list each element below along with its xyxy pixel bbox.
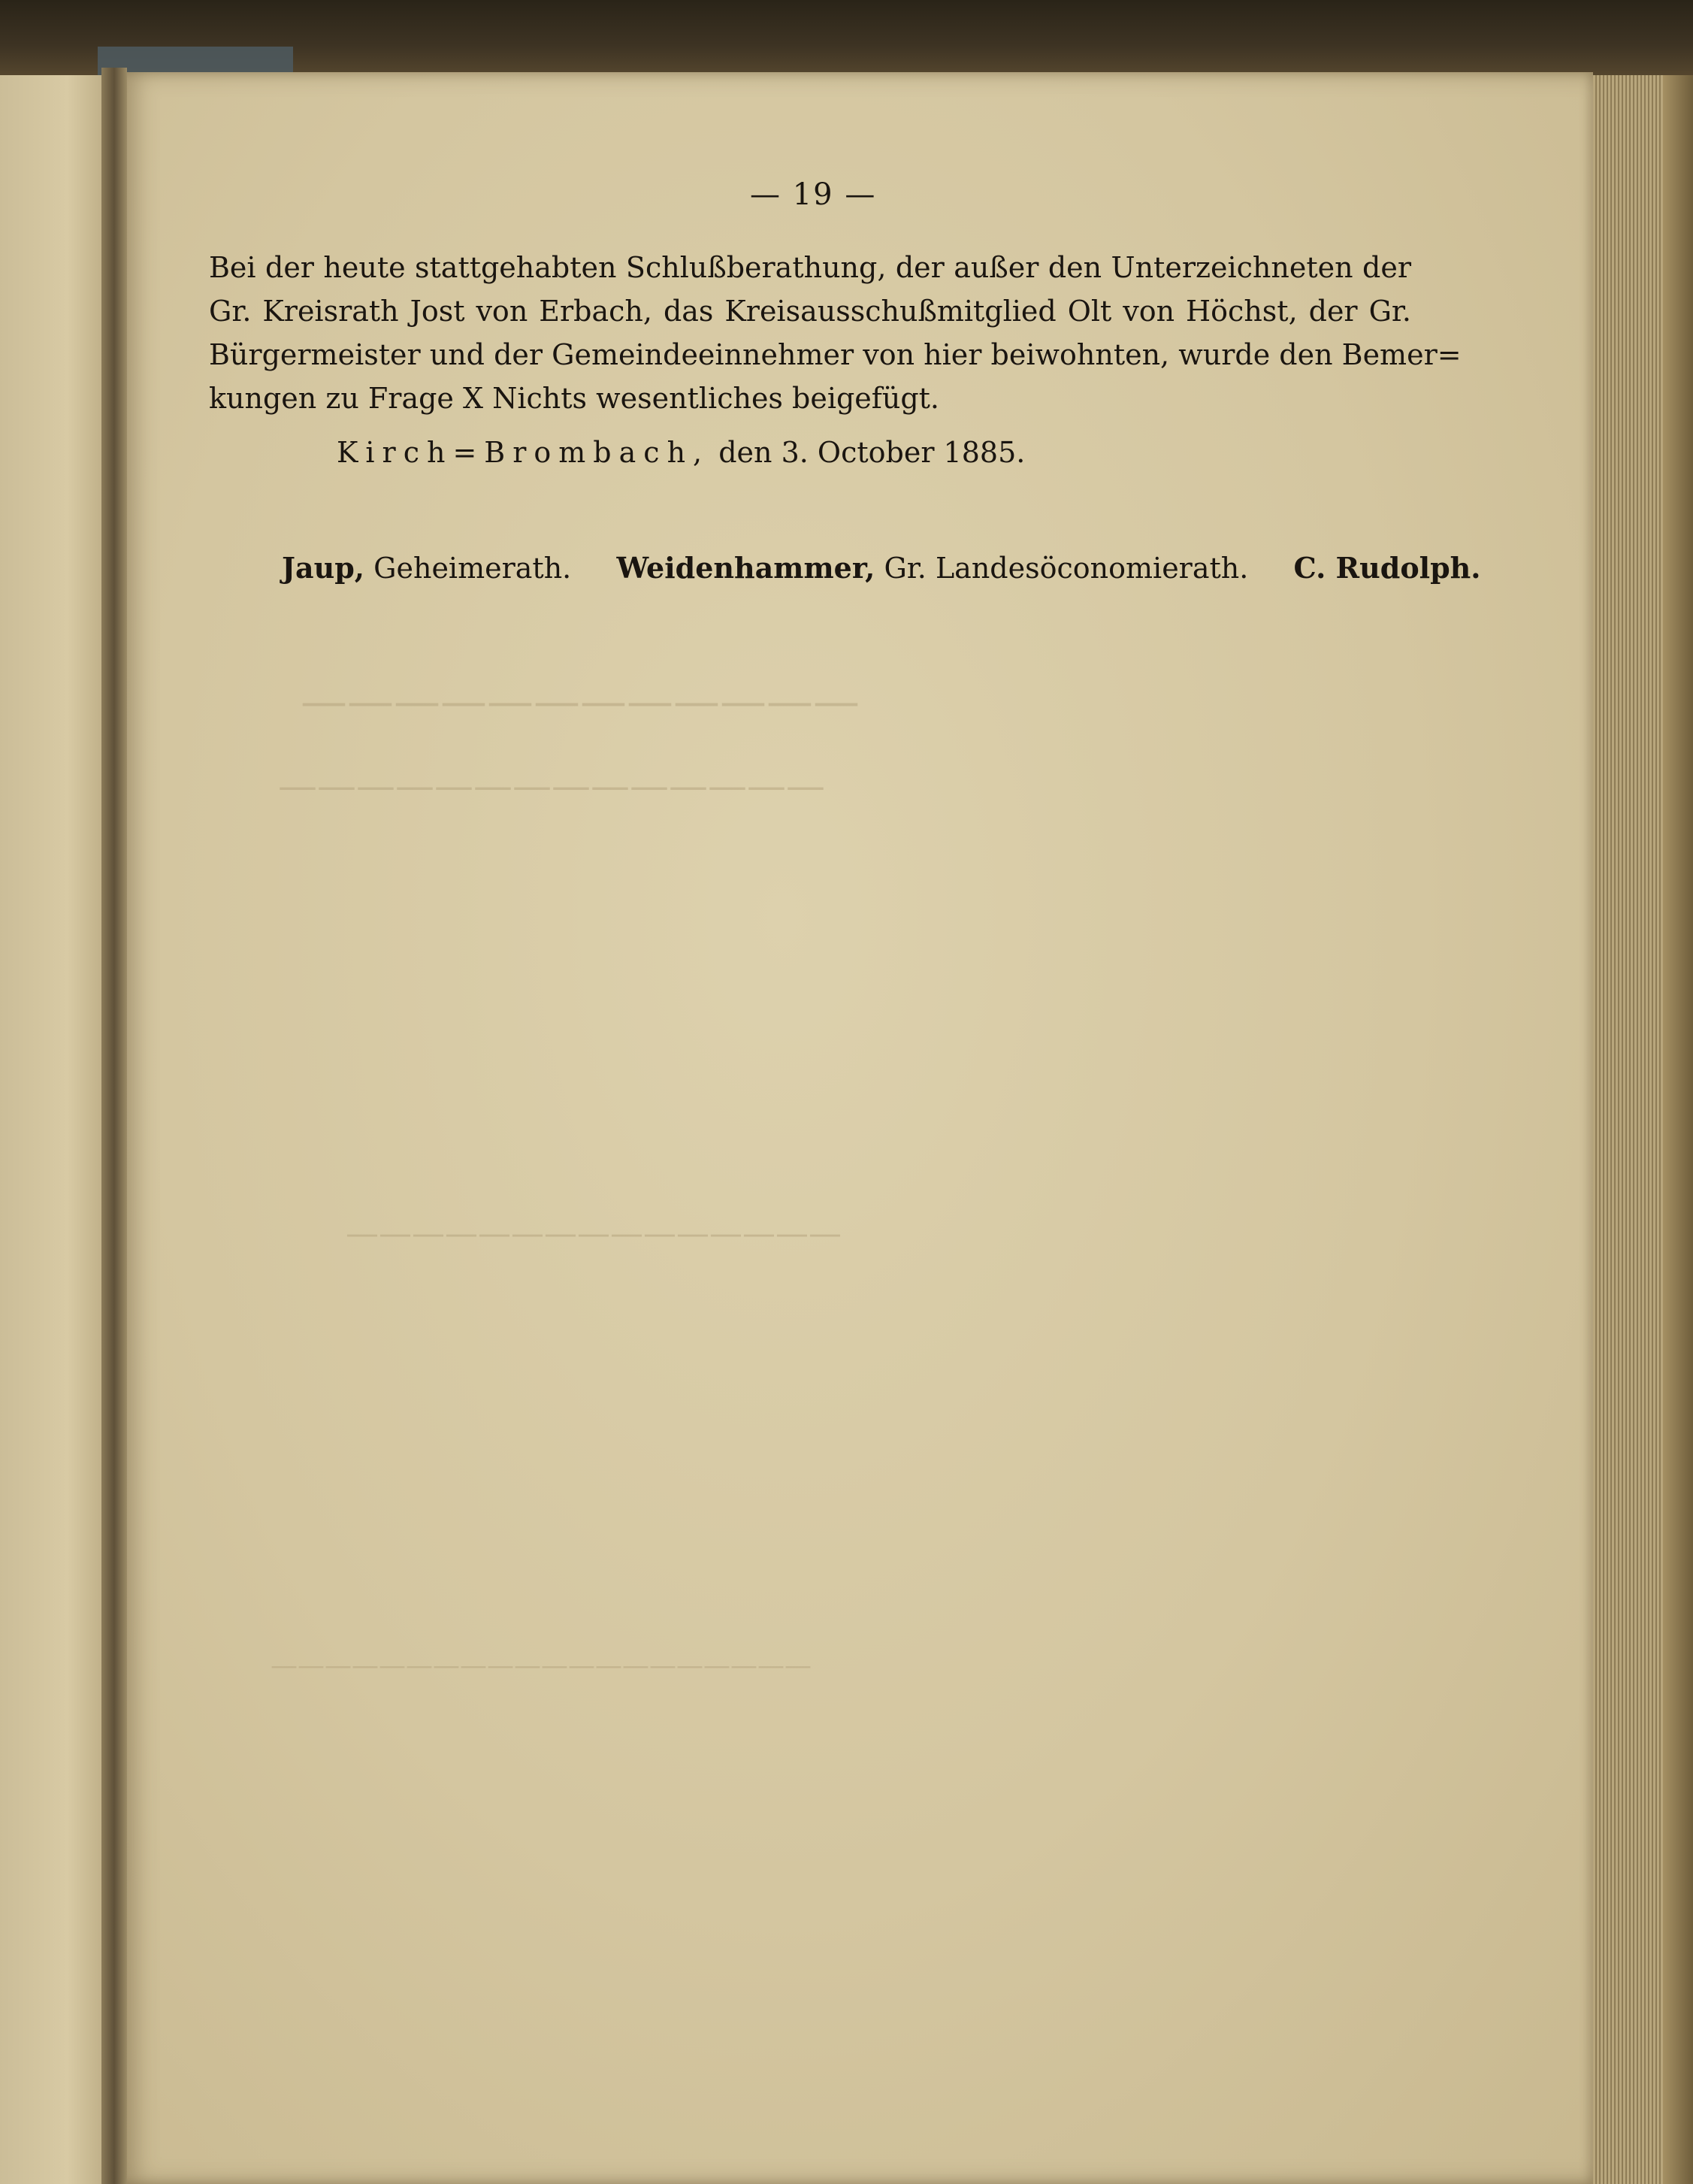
place-name: Kirch=Brombach,	[337, 436, 710, 469]
show-through-block: ———————————————	[346, 1215, 842, 1253]
signature-name: Jaup,	[282, 551, 365, 585]
date: den 3. October 1885.	[718, 436, 1026, 469]
show-through-heading: ————————————	[301, 673, 860, 728]
signature-title: Gr. Landesöconomierath.	[884, 552, 1249, 585]
paragraph-line: kungen zu Frage X Nichts wesentliches beigefügt.	[209, 382, 940, 415]
page-stack-edge	[1578, 75, 1693, 2184]
show-through-heading-2: ——————————————	[278, 764, 825, 809]
signature-line	[282, 551, 1481, 585]
show-through-table: ————————————————————	[271, 1650, 812, 1681]
signature-name: Weidenhammer,	[616, 551, 875, 585]
paragraph-line: Gr. Kreisrath Jost von Erbach, das Kreisausschußmitglied Olt von Höchst, der Gr.	[209, 295, 1411, 328]
paragraph-line: Bürgermeister und der Gemeindeeinnehmer von hier beiwohnten, wurde den Bemer=	[209, 338, 1462, 371]
signature-title: Geheimerath.	[373, 552, 572, 585]
signature-name: C. Rudolph.	[1293, 551, 1481, 585]
book-binding	[0, 0, 1693, 83]
paragraph-line: Bei der heute stattgehabten Schlußberathung, der außer den Unterzeichneten der	[209, 251, 1411, 284]
book-gutter	[101, 68, 127, 2184]
facing-page-edge	[0, 75, 113, 2184]
page-number: — 19 —	[750, 177, 877, 212]
place-date-line	[337, 436, 1025, 469]
